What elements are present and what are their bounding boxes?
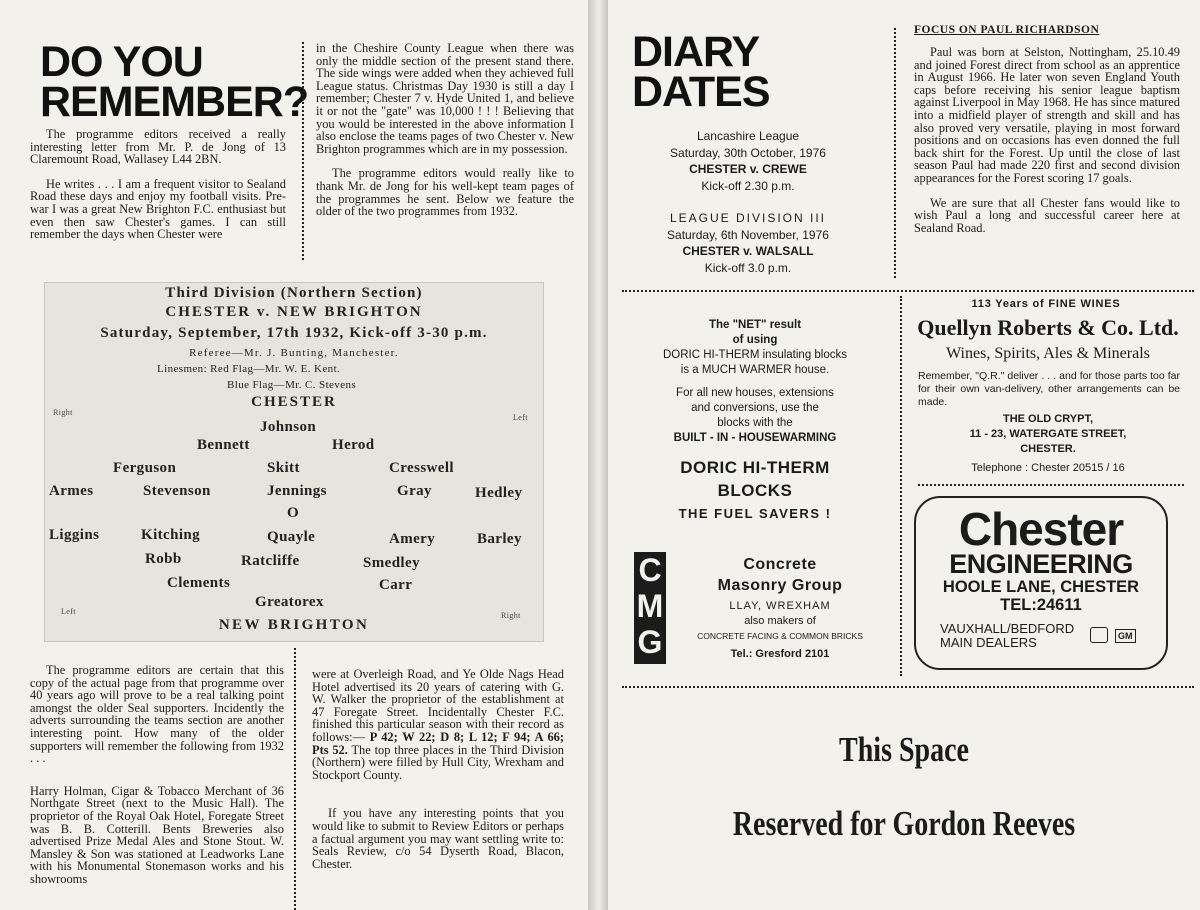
diary-fixture: CHESTER v. CREWE (689, 162, 807, 176)
quellyn-tagline: 113 Years of FINE WINES (971, 298, 1121, 310)
player-name: Armes (49, 483, 94, 499)
diary-dates-heading (632, 28, 852, 116)
reserved-space-line: This Space (839, 730, 969, 769)
diary-line: Kick-off 3.0 p.m. (704, 260, 792, 275)
quellyn-address (908, 412, 1188, 476)
quellyn-name: Quellyn Roberts & Co. Ltd. (917, 315, 1179, 340)
gm-badge: GM (1115, 629, 1136, 643)
cmg-logo-letter: C (638, 552, 662, 588)
paragraph: We are sure that all Chester fans would like to wish Paul a long and successful career here at Sealand Road. (914, 195, 1180, 235)
cmg-title: Concrete (743, 556, 817, 573)
chester-engineering-logo: Chester (958, 503, 1124, 555)
player-name: Herod (332, 437, 375, 453)
team-sheet-date: Saturday, September, 17th 1932, Kick-off 3-30 p.m. (100, 325, 488, 341)
player-name: Barley (477, 531, 522, 547)
chester-engineering-advert (914, 496, 1168, 670)
focus-article (914, 46, 1180, 246)
team-sheet-linesmen: Linesmen: Red Flag—Mr. W. E. Kent. (157, 363, 341, 375)
heading-line: DO YOU (40, 38, 203, 86)
doric-slogan: THE FUEL SAVERS ! (678, 506, 832, 521)
player-name: Robb (145, 551, 182, 567)
address-line: CHESTER. (1020, 443, 1076, 455)
player-name: Clements (167, 575, 231, 591)
team-sheet-fixture: CHESTER v. NEW BRIGHTON (165, 304, 423, 320)
dealer-badges (1082, 626, 1136, 644)
chester-engineering-address: HOOLE LANE, CHESTER (942, 578, 1140, 596)
diary-line: Saturday, 6th November, 1976 (667, 227, 829, 242)
column-divider (302, 42, 304, 260)
paragraph: The programme editors received a really interesting letter from Mr. P. de Jong of 13 Claremount Road, Wallasey L44 2BN. (30, 127, 286, 167)
section-divider (622, 290, 1194, 292)
doric-advert (620, 318, 890, 521)
diary-fixture: CHESTER v. WALSALL (682, 244, 814, 258)
player-name: Gray (397, 483, 432, 499)
team-sheet-label: Left (61, 607, 76, 616)
do-you-remember-heading (40, 38, 309, 126)
cmg-logo-letter: M (636, 588, 664, 624)
cmg-title: Masonry Group (717, 577, 843, 594)
focus-heading: FOCUS ON PAUL RICHARDSON (914, 24, 1100, 36)
team-sheet-label: Right (53, 408, 73, 417)
paragraph: He writes . . . I am a frequent visitor to Sealand Road these days and enjoy my football visits. Pre-war I was a great New Brighton F.C. enthusiast but even then saw Chester's games. I can still remember the days when Chester were (30, 176, 286, 242)
player-name: Carr (379, 577, 413, 593)
team-sheet-blue-flag: Blue Flag—Mr. C. Stevens (227, 379, 357, 391)
section-divider (622, 686, 1194, 688)
history-column-2 (312, 668, 564, 882)
column-divider (900, 296, 902, 676)
diary-line: Lancashire League (696, 129, 800, 143)
cmg-telephone: Tel.: Gresford 2101 (730, 648, 830, 660)
diary-line: LEAGUE DIVISION III (669, 211, 827, 225)
advert-line: blocks with the (717, 417, 793, 429)
player-name: Stevenson (143, 483, 211, 499)
section-divider (918, 484, 1184, 486)
doric-product-name: BLOCKS (717, 481, 793, 500)
player-name: Cresswell (389, 460, 454, 476)
advert-line: of using (732, 334, 778, 346)
player-name: Kitching (141, 527, 201, 543)
dealers-line: VAUXHALL/BEDFORD (940, 621, 1075, 636)
player-name: Smedley (363, 555, 420, 571)
player-name: Ratcliffe (241, 553, 300, 569)
player-name: Bennett (197, 437, 250, 453)
team-sheet-label: Right (501, 611, 521, 620)
dealers-block (940, 622, 1074, 650)
left-page (0, 0, 588, 910)
chester-engineering-telephone: TEL:24611 (1000, 596, 1082, 614)
paragraph: in the Cheshire County League when there was only the middle section of the present stand there. The side wings were added when they achieved full League status. Christmas Day 1930 is still a day I remember; Chester 7 v. Hyde United 1, and believe it or not the "gate" was 10,000 ! ! ! Believing that you would be interested in the above information I also enclose the teams pages of two Chester v. New Brighton programmes which are in my possession. (316, 41, 574, 156)
diary-event-2 (618, 210, 878, 276)
right-page (608, 0, 1200, 910)
diary-line: Saturday, 30th October, 1976 (670, 145, 826, 160)
team-sheet-away-team: NEW BRIGHTON (218, 617, 370, 633)
player-name: Skitt (267, 460, 300, 476)
heading-line: DIARY (632, 28, 760, 76)
paragraph: were at Overleigh Road, and Ye Olde Nags Head Hotel advertised its 20 years of catering with G. W. Walker the proprietor of the establishment at 47 Foregate Street. Incidentally Chester F.C. finished this particular season with their record as follows:— (312, 667, 564, 744)
player-name: Quayle (267, 529, 316, 545)
player-name: Ferguson (113, 460, 177, 476)
player-name: Jennings (267, 483, 327, 499)
dealers-line: MAIN DEALERS (940, 635, 1037, 650)
quellyn-body: Remember, "Q.R." deliver . . . and for those parts too far for their own van-delivery, other arrangements can be made. (918, 370, 1180, 408)
paragraph: Paul was born at Selston, Nottingham, 25.10.49 and joined Forest direct from school as an apprentice in August 1966. He later won seven England Youth caps before receiving his senior league baptism against Liverpool in May 1968. He has since matured into a midfield player of strength and skill and has also proved very versatile, playing in most forward positions and on occasions has even donned the full back shirt for the Forest. Up until the close of last season Paul had made 220 first and second division appearances for the Forest scoring 17 goals. (914, 45, 1180, 185)
advert-line: is a MUCH WARMER house. (680, 364, 830, 376)
letter-column-1 (30, 128, 286, 253)
season-record: P 42; W 22; D 8; L 12; F 94; A 66; Pts 52. (312, 729, 564, 757)
page-gutter (588, 0, 608, 910)
column-divider (294, 648, 296, 910)
team-sheet-home-team: CHESTER (251, 394, 337, 410)
quellyn-telephone: Telephone : Chester 20515 / 16 (971, 462, 1125, 474)
team-sheet-division: Third Division (Northern Section) (165, 285, 423, 301)
diary-line: Kick-off 2.30 p.m. (701, 178, 795, 193)
heading-line: REMEMBER? (40, 78, 309, 126)
doric-product-name: DORIC HI-THERM (680, 458, 830, 477)
heading-line: DATES (632, 68, 770, 116)
player-name: Hedley (475, 485, 523, 501)
paragraph: The top three places in the Third Division (Northern) were filled by Hull City, Wrexham and Stockport County. (312, 742, 564, 782)
team-sheet-1932 (44, 282, 544, 642)
team-sheet-separator: O (287, 505, 300, 521)
advert-line: LLAY, WREXHAM (729, 600, 831, 612)
history-column-1 (30, 664, 284, 898)
cmg-logo-letter: G (637, 624, 663, 660)
advert-line: and conversions, use the (691, 402, 819, 414)
paragraph: The programme editors would really like to thank Mr. de Jong for his well-kept team pages of the programmes he sent. Below we feature the older of the two programmes from 1932. (316, 166, 574, 219)
chester-engineering-title: ENGINEERING (949, 549, 1133, 579)
player-name: Amery (389, 531, 436, 547)
team-sheet-referee: Referee—Mr. J. Bunting, Manchester. (189, 347, 399, 359)
paragraph: If you have any interesting points that you would like to submit to Review Editors or perhaps a factual argument you may want settling write to: Seals Review, c/o 54 Dyserth Road, Blacon, Chester. (312, 806, 564, 871)
quellyn-subtitle: Wines, Spirits, Ales & Minerals (946, 345, 1150, 362)
address-line: THE OLD CRYPT, (1002, 413, 1094, 425)
column-divider (894, 28, 896, 278)
reserved-space-line: Reserved for Gordon Reeves (732, 804, 1076, 843)
cmg-logo (634, 552, 666, 664)
player-name: Greatorex (255, 594, 324, 610)
player-name: Johnson (260, 419, 317, 435)
paragraph: Harry Holman, Cigar & Tobacco Merchant of 36 Northgate Street (next to the Music Hall). The proprietor of the Royal Oak Hotel, Foregate Street was B. B. Cotterill. Bents Breweries also advertised Prize Medal Ales and Stone Stout. W. Mansley & Son was stationed at Leadworks Lane with his Monumental Stonemason works and his showrooms (30, 783, 284, 886)
team-sheet-label: Left (513, 413, 528, 422)
letter-column-2 (316, 42, 574, 230)
advert-line: BUILT - IN - HOUSEWARMING (673, 432, 837, 444)
address-line: 11 - 23, WATERGATE STREET, (969, 428, 1127, 440)
advert-line: CONCRETE FACING & COMMON BRICKS (697, 631, 863, 641)
advert-line: also makers of (744, 615, 816, 627)
paragraph: The programme editors are certain that this copy of the actual page from that programme over 40 years ago will prove to be a real talking point amongst the older Seal supporters. Incidently the adverts surrounding the teams section are another interesting point. How many of the older supporters will remember the following from 1932 . . . (30, 663, 284, 766)
advert-line: For all new houses, extensions (676, 387, 834, 399)
vauxhall-badge-icon (1090, 627, 1108, 643)
advert-line: DORIC HI-THERM insulating blocks (662, 349, 848, 361)
advert-line: The "NET" result (708, 319, 802, 331)
cmg-advert (674, 554, 886, 662)
player-name: Liggins (49, 527, 100, 543)
diary-event-1 (618, 128, 878, 194)
